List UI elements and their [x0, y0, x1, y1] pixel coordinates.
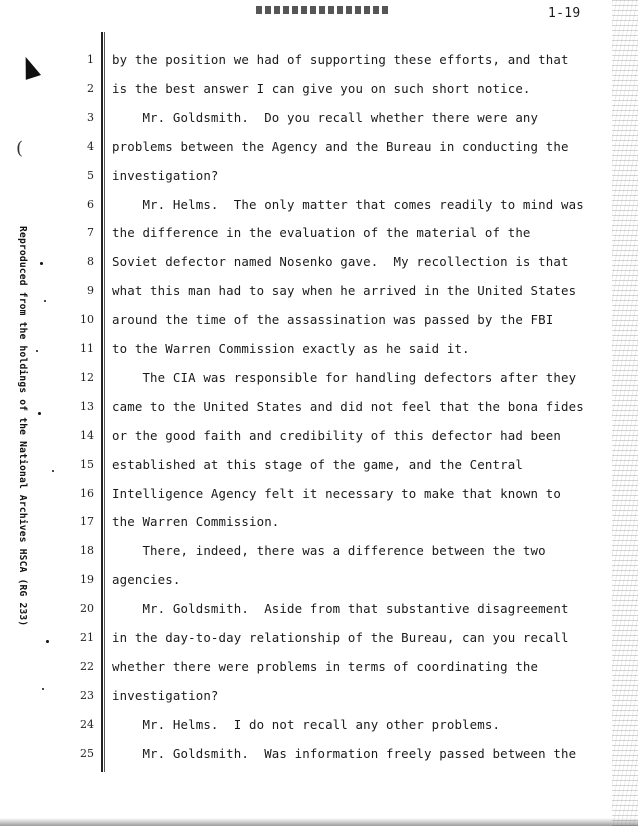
left-margin-rule-inner — [104, 32, 105, 772]
scan-speck — [38, 412, 41, 415]
line-number: 19 — [80, 573, 94, 586]
scan-speck — [46, 640, 49, 643]
line-number: 1 — [87, 53, 94, 66]
transcript-line: investigation? — [112, 168, 219, 183]
line-number: 25 — [80, 747, 94, 760]
line-number: 24 — [80, 718, 94, 731]
transcript-line: the difference in the evaluation of the material of the — [112, 225, 531, 240]
header-smudge — [256, 6, 388, 14]
line-number: 5 — [87, 169, 94, 182]
transcript-line: Mr. Goldsmith. Aside from that substantive disagreement — [112, 601, 569, 616]
transcript-line: by the position we had of supporting these efforts, and that — [112, 52, 569, 67]
line-number: 3 — [87, 111, 94, 124]
margin-parenthesis-mark: ( — [16, 138, 24, 159]
transcript-line: Mr. Goldsmith. Was information freely passed between the — [112, 746, 577, 761]
scan-edge-noise — [612, 0, 638, 826]
transcript-line: The CIA was responsible for handling defectors after they — [112, 370, 577, 385]
transcript-line: the Warren Commission. — [112, 514, 280, 529]
line-number: 9 — [87, 284, 94, 297]
scan-bottom-edge — [0, 818, 638, 826]
transcript-line: around the time of the assassination was passed by the FBI — [112, 312, 554, 327]
line-number: 11 — [80, 342, 94, 355]
transcript-line: Mr. Goldsmith. Do you recall whether there were any — [112, 110, 539, 125]
ink-blot-mark — [19, 54, 41, 80]
scan-speck — [52, 470, 54, 472]
page-number: 1-19 — [548, 6, 581, 21]
transcript-line: or the good faith and credibility of this defector had been — [112, 428, 561, 443]
left-margin-rule — [101, 32, 103, 772]
transcript-line: is the best answer I can give you on such short notice. — [112, 81, 531, 96]
scan-speck — [36, 350, 38, 352]
transcript-line: came to the United States and did not feel that the bona fides — [112, 399, 584, 414]
scan-speck — [42, 688, 44, 690]
line-number: 14 — [80, 429, 94, 442]
line-number: 17 — [80, 515, 94, 528]
line-number: 6 — [87, 198, 94, 211]
line-number: 21 — [80, 631, 94, 644]
line-number: 2 — [87, 82, 94, 95]
line-number: 16 — [80, 487, 94, 500]
line-number: 22 — [80, 660, 94, 673]
transcript-line: Soviet defector named Nosenko gave. My recollection is that — [112, 254, 569, 269]
transcript-line: to the Warren Commission exactly as he said it. — [112, 341, 470, 356]
line-number: 4 — [87, 140, 94, 153]
transcript-line: in the day-to-day relationship of the Bureau, can you recall — [112, 630, 569, 645]
scan-speck — [40, 262, 43, 265]
transcript-line: problems between the Agency and the Bureau in conducting the — [112, 139, 569, 154]
line-number: 18 — [80, 544, 94, 557]
line-number: 7 — [87, 226, 94, 239]
transcript-line: There, indeed, there was a difference between the two — [112, 543, 546, 558]
scan-speck — [44, 300, 46, 302]
transcript-line: established at this stage of the game, and the Central — [112, 457, 523, 472]
line-number: 12 — [80, 371, 94, 384]
line-number: 15 — [80, 458, 94, 471]
transcript-line: investigation? — [112, 688, 219, 703]
line-number: 8 — [87, 255, 94, 268]
transcript-line: what this man had to say when he arrived in the United States — [112, 283, 577, 298]
transcript-line: agencies. — [112, 572, 181, 587]
line-number: 23 — [80, 689, 94, 702]
transcript-line: Mr. Helms. The only matter that comes readily to mind was — [112, 197, 584, 212]
archive-reproduction-stamp: Reproduced from the holdings of the National Archives HSCA (RG 233) — [17, 226, 28, 627]
line-number: 13 — [80, 400, 94, 413]
transcript-line: Intelligence Agency felt it necessary to make that known to — [112, 486, 561, 501]
transcript-line: whether there were problems in terms of coordinating the — [112, 659, 539, 674]
line-number: 10 — [80, 313, 94, 326]
line-number: 20 — [80, 602, 94, 615]
transcript-line: Mr. Helms. I do not recall any other problems. — [112, 717, 501, 732]
